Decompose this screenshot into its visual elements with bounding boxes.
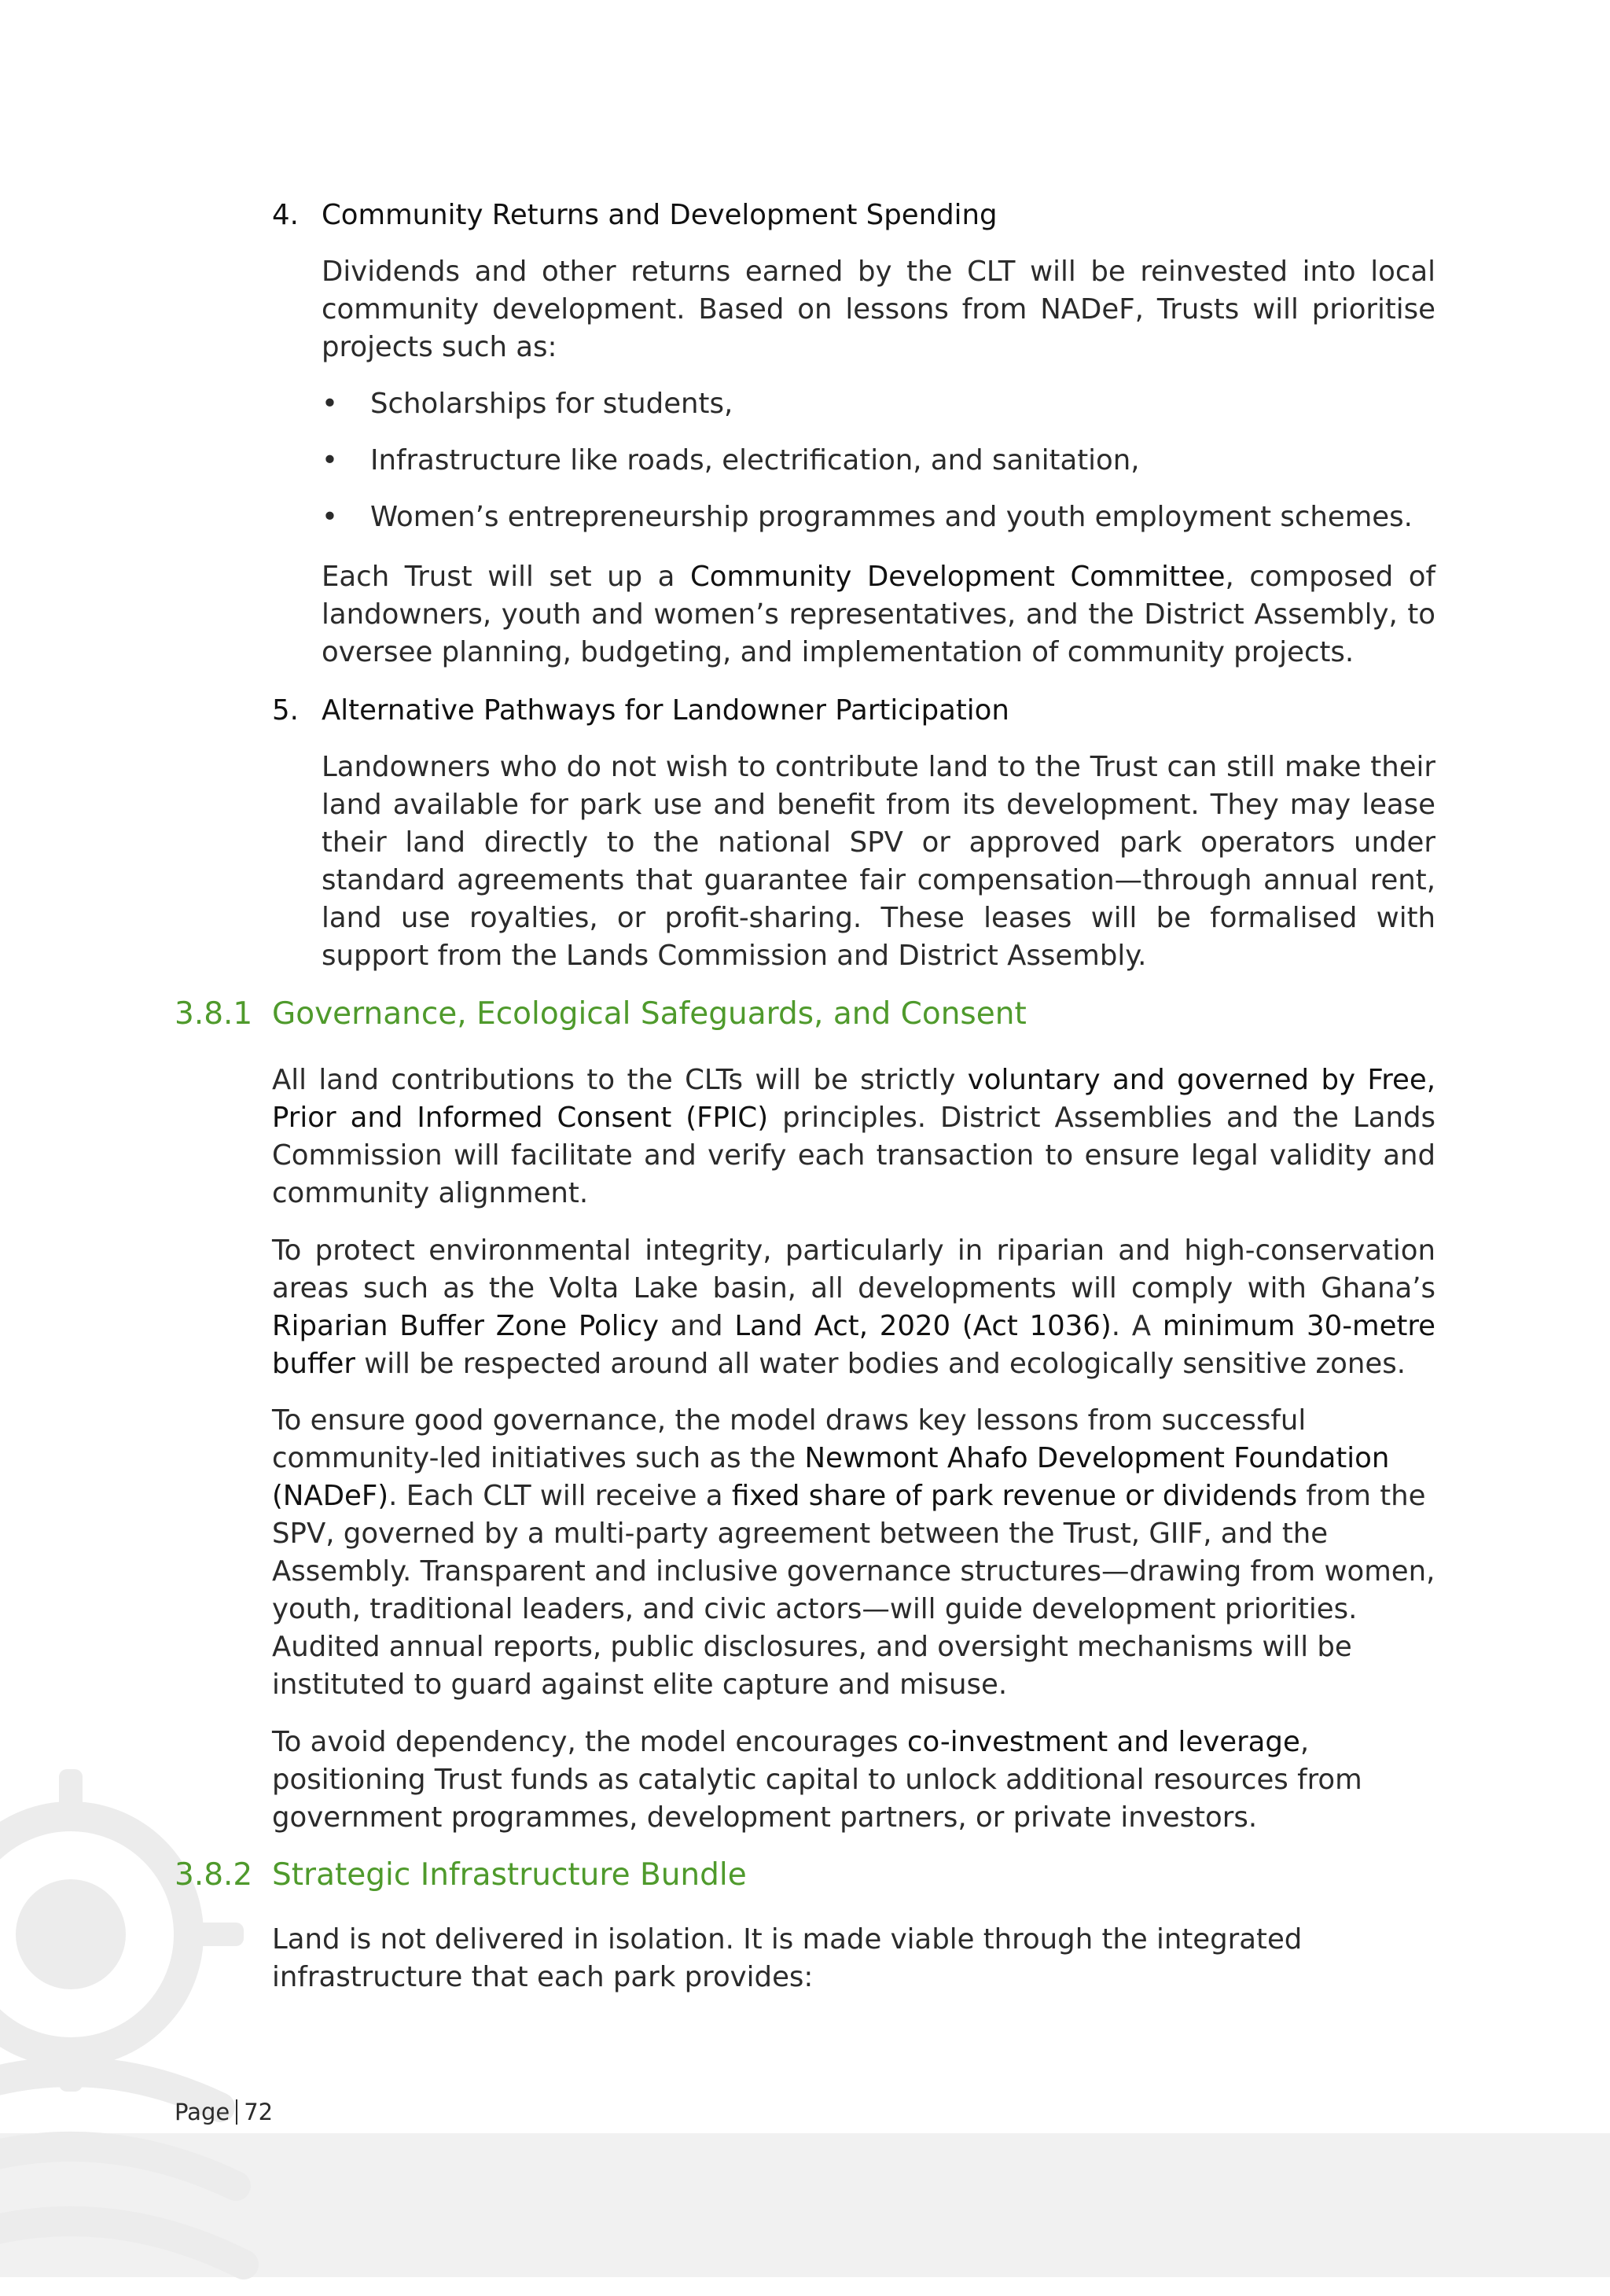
item-4-closing <box>322 558 1435 672</box>
text-run: All land contributions to the CLTs will be strictly <box>272 1064 968 1096</box>
bullet-text: Infrastructure like roads, electrification, and sanitation, <box>370 444 1140 476</box>
text-run: To protect environmental integrity, particularly in riparian and high-conservation areas such as the Volta Lake basin, all developments will comply with Ghana’s <box>272 1234 1435 1304</box>
bullet-text: Women’s entrepreneurship programmes and youth employment schemes. <box>370 501 1413 533</box>
page-label: Page <box>175 2099 230 2125</box>
bold-term: co-investment and leverage <box>907 1726 1300 1758</box>
text-run: , composed of landowners, youth and women’s representatives, and the District Assembly, to oversee planning, budgeting, and implementation of community projects. <box>322 561 1435 668</box>
bold-term: Community Development Committee <box>689 561 1226 593</box>
page-number: 72 <box>244 2099 274 2125</box>
list-item-number: 4. <box>272 199 299 231</box>
section-3-8-1-paragraph-3 <box>272 1402 1435 1704</box>
section-number: 3.8.2 <box>175 1857 253 1893</box>
footer-separator <box>236 2099 237 2125</box>
section-3-8-1-paragraph-2 <box>272 1232 1435 1383</box>
section-3-8-2-paragraph-1: Land is not delivered in isolation. It is made viable through the integrated infrastructure that each park provides: <box>272 1923 1303 1993</box>
bullet-dot: • <box>322 444 338 476</box>
bold-term: minimum 30-metre buffer <box>272 1310 1436 1380</box>
page-footer <box>175 2098 273 2126</box>
text-run: To ensure good governance, the model draws key lessons from successful community-led initiatives such as the <box>272 1404 1307 1474</box>
text-run: will be respected around all water bodies and ecologically sensitive zones. <box>355 1348 1406 1380</box>
bold-term: Newmont Ahafo Development Foundation (NADeF) <box>272 1442 1390 1512</box>
text-run: and <box>659 1310 735 1342</box>
bullet-dot: • <box>322 388 338 420</box>
text-run: To avoid dependency, the model encourages <box>272 1726 907 1758</box>
list-item-4-heading <box>272 197 1435 234</box>
bold-term: voluntary and governed by Free, Prior and Informed Consent (FPIC) <box>272 1064 1435 1134</box>
text-run: . Each CLT will receive a <box>388 1480 732 1512</box>
list-item-number: 5. <box>272 694 299 727</box>
bold-term: Riparian Buffer Zone Policy <box>272 1310 660 1342</box>
item-5-body: Landowners who do not wish to contribute land to the Trust can still make their land available for park use and benefit from its development. They may lease their land directly to the national SPV or approved park operators under standard agreements that guarantee fair compensation—through annual rent, land use royalties, or profit-sharing. These leases will be formalised with support from the Lands Commission and District Assembly. <box>322 751 1435 972</box>
list-item-title: Community Returns and Development Spending <box>322 199 998 231</box>
text-run: from the SPV, governed by a multi-party agreement between the Trust, GIIF, and the Assembly. Transparent and inclusive governance structures—drawing from women, youth, traditional leaders, and civic actors—will guide development priorities. Audited annual reports, public disclosures, and oversight mechanisms will be instituted to guard against elite capture and misuse. <box>272 1480 1435 1701</box>
section-title: Governance, Ecological Safeguards, and Consent <box>272 996 1027 1032</box>
item-4-intro: Dividends and other returns earned by the CLT will be reinvested into local community development. Based on lessons from NADeF, Trusts will prioritise projects such as: <box>322 256 1435 363</box>
list-item-title: Alternative Pathways for Landowner Participation <box>322 694 1009 727</box>
section-title: Strategic Infrastructure Bundle <box>272 1857 747 1893</box>
bullet-dot: • <box>322 501 338 533</box>
watermark-emblem <box>0 1698 291 2296</box>
text-run: principles. District Assemblies and the Lands Commission will facilitate and verify each transaction to ensure legal validity and community alignment. <box>272 1102 1435 1209</box>
text-run: Each Trust will set up a <box>322 561 690 593</box>
list-item-5-heading <box>272 692 1435 730</box>
bold-term: Land Act, 2020 (Act 1036) <box>734 1310 1112 1342</box>
section-number: 3.8.1 <box>175 996 253 1032</box>
text-run: , positioning Trust funds as catalytic capital to unlock additional resources from government programmes, development partners, or private investors. <box>272 1726 1362 1834</box>
bullet-text: Scholarships for students, <box>370 388 733 420</box>
section-3-8-1-paragraph-1 <box>272 1062 1435 1212</box>
text-run: . A <box>1111 1310 1163 1342</box>
section-3-8-1-paragraph-4 <box>272 1724 1435 1837</box>
bold-term: fixed share of park revenue or dividends <box>731 1480 1298 1512</box>
